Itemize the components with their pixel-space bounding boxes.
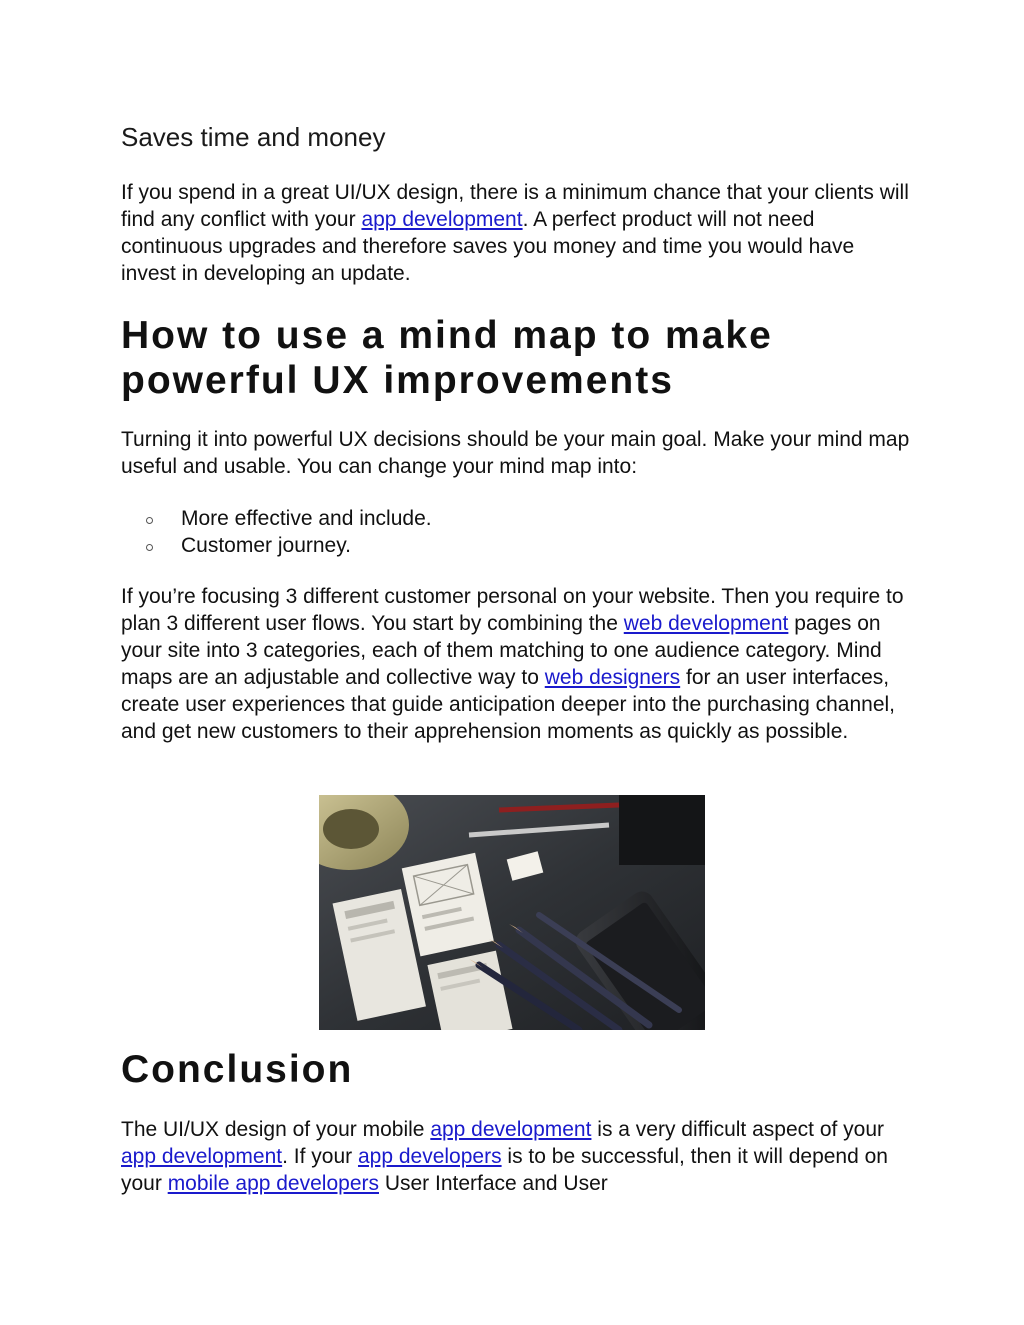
link-app-development[interactable]: app development: [121, 1145, 283, 1168]
heading-mind-map: How to use a mind map to make powerful UX improvements: [121, 314, 773, 402]
text-run: . A perfect product will not need continuous upgrades and therefore saves you money and time you would have invest in developing an update.: [121, 208, 855, 285]
bullet-icon: [146, 517, 153, 524]
text-run: . If your: [282, 1145, 358, 1168]
link-web-designers[interactable]: web designers: [544, 666, 681, 689]
paragraph-conclusion: [121, 1116, 911, 1197]
list-item: [121, 505, 432, 532]
photo-illustration: [319, 795, 705, 1030]
link-app-developers[interactable]: app developers: [357, 1145, 502, 1168]
text-run: If you’re focusing 3 different customer personal on your website. Then you require to plan 3 different user flows. You start by combining the: [121, 585, 904, 635]
link-web-development[interactable]: web development: [623, 612, 789, 635]
paragraph-mind-map-intro: Turning it into powerful UX decisions should be your main goal. Make your mind map useful and usable. You can change your mind map into:: [121, 428, 910, 478]
link-mobile-app-developers[interactable]: mobile app developers: [167, 1172, 379, 1195]
heading-conclusion: Conclusion: [121, 1048, 354, 1091]
list-item: [121, 532, 432, 559]
link-app-development[interactable]: app development: [430, 1118, 592, 1141]
wireframe-sketches-photo: [319, 795, 705, 1030]
text-run: is to be successful, then it will depend on your: [121, 1145, 888, 1195]
list-item-text: Customer journey.: [181, 534, 352, 557]
bullet-list: [121, 505, 432, 559]
text-run: User Interface and User: [379, 1172, 608, 1195]
text-run: The UI/UX design of your mobile: [121, 1118, 431, 1141]
text-run: If you spend in a great UI/UX design, there is a minimum chance that your clients will find any conflict with your: [121, 181, 909, 231]
text-run: for an user interfaces, create user experiences that guide anticipation deeper into the purchasing channel, and get new customers to their apprehension moments as quickly as possible.: [121, 666, 896, 743]
bullet-icon: [146, 544, 153, 551]
paragraph-user-flows: [121, 583, 911, 745]
paragraph-saves-time: [121, 179, 911, 287]
text-run: pages on your site into 3 categories, each of them matching to one audience category. Mind maps are an adjustable and collective way to: [121, 612, 882, 689]
link-app-development[interactable]: app development: [361, 208, 523, 231]
text-run: is a very difficult aspect of your: [591, 1118, 885, 1141]
list-item-text: More effective and include.: [181, 507, 432, 530]
subheading-saves-time: Saves time and money: [121, 122, 386, 152]
